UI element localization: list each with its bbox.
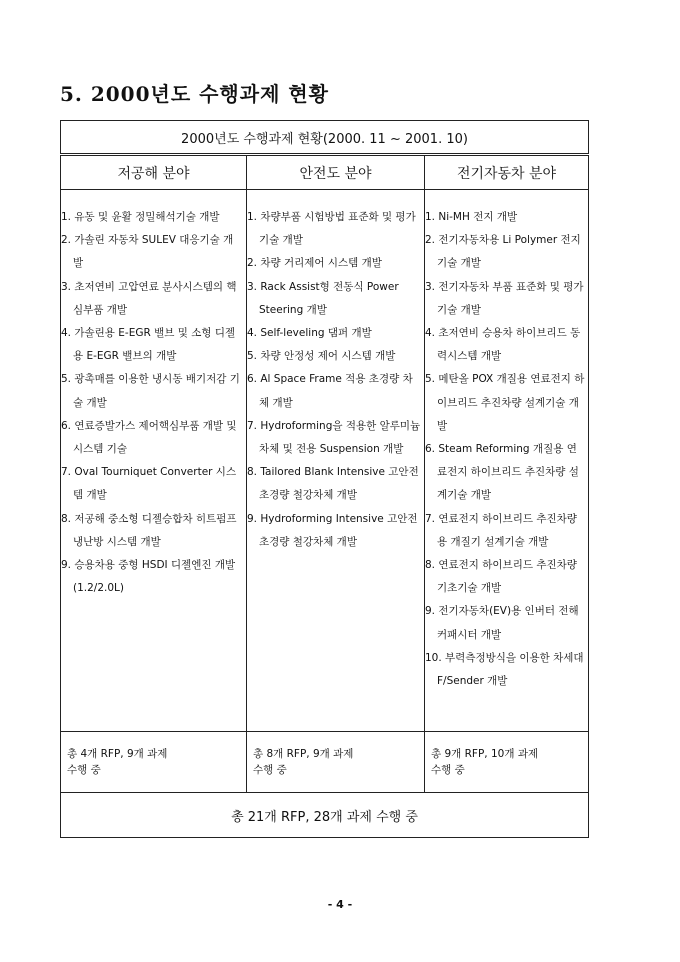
list-item: 2. 차량 거리제어 시스템 개발	[247, 257, 382, 270]
list-item: 8. 연료전지 하이브리드 추진차량 기초기술 개발	[425, 559, 577, 595]
summary-line: 총 8개 RFP, 9개 과제	[253, 748, 354, 760]
projects-table	[60, 120, 589, 838]
page-number: - 4 -	[327, 898, 353, 911]
electric-vehicle-summary	[425, 732, 589, 793]
list-item: 1. 차량부품 시험방법 표준화 및 평가기술 개발	[247, 211, 416, 247]
list-item: 8. 저공해 중소형 디젤승합차 히트펌프 냉난방 시스템 개발	[61, 512, 237, 548]
summary-line: 수행 중	[431, 764, 465, 776]
summary-line: 수행 중	[253, 764, 287, 776]
summary-line: 수행 중	[67, 764, 101, 776]
safety-summary	[247, 732, 425, 793]
section-heading: 5. 2000년도 수행과제 현황	[60, 82, 329, 106]
list-item: 9. 전기자동차(EV)용 인버터 전해커패시터 개발	[425, 605, 579, 641]
list-item: 5. 광촉매를 이용한 냉시동 배기저감 기술 개발	[61, 373, 240, 409]
list-item: 3. 초저연비 고압연료 분사시스템의 핵심부품 개발	[61, 280, 237, 316]
low-emission-items	[61, 190, 247, 732]
table-title: 2000년도 수행과제 현황(2000. 11 ~ 2001. 10)	[61, 121, 589, 155]
list-item: 2. 전기자동차용 Li Polymer 전지기술 개발	[425, 234, 581, 270]
list-item: 6. 연료증발가스 제어핵심부품 개발 및 시스템 기술	[61, 419, 237, 456]
low-emission-summary	[61, 732, 247, 793]
list-item: 3. 전기자동차 부품 표준화 및 평가기술 개발	[425, 280, 584, 316]
list-item: 6. Al Space Frame 적용 초경량 차체 개발	[247, 373, 413, 409]
column-header-safety: 안전도 분야	[247, 155, 425, 190]
summary-line: 총 4개 RFP, 9개 과제	[67, 748, 168, 760]
list-item: 2. 가솔린 자동차 SULEV 대응기술 개발	[61, 234, 234, 270]
electric-vehicle-items	[425, 190, 589, 732]
list-item: 3. Rack Assist형 전동식 Power Steering 개발	[247, 280, 399, 316]
list-item: 4. 초저연비 승용차 하이브리드 동력시스템 개발	[425, 327, 581, 363]
list-item: 9. 승용차용 중형 HSDI 디젤엔진 개발(1.2/2.0L)	[61, 559, 236, 595]
safety-items	[247, 190, 425, 732]
summary-line: 총 9개 RFP, 10개 과제	[431, 748, 539, 760]
list-item: 7. 연료전지 하이브리드 추진차량용 개질기 설계기술 개발	[425, 512, 577, 548]
column-header-electric-vehicle: 전기자동차 분야	[425, 155, 589, 190]
list-item: 9. Hydroforming Intensive 고안전 초경량 철강차체 개발	[247, 512, 418, 548]
list-item: 5. 메탄올 POX 개질용 연료전지 하이브리드 추진차량 설계기술 개발	[425, 373, 585, 432]
list-item: 4. 가솔린용 E-EGR 밸브 및 소형 디젤용 E-EGR 밸브의 개발	[61, 327, 236, 363]
column-header-low-emission: 저공해 분야	[61, 155, 247, 190]
list-item: 1. 유동 및 윤활 정밀해석기술 개발	[61, 211, 220, 223]
list-item: 6. Steam Reforming 개질용 연료전지 하이브리드 추진차량 설계기술 개발	[425, 443, 579, 502]
list-item: 1. Ni-MH 전지 개발	[425, 211, 518, 223]
list-item: 5. 차량 안정성 제어 시스템 개발	[247, 350, 396, 363]
list-item: 10. 부력측정방식을 이용한 차세대 F/Sender 개발	[425, 651, 584, 688]
list-item: 4. Self-leveling 댐퍼 개발	[247, 327, 372, 340]
list-item: 8. Tailored Blank Intensive 고안전 초경량 철강차체 개발	[247, 466, 419, 502]
list-item: 7. Oval Tourniquet Converter 시스템 개발	[61, 466, 237, 502]
table-total: 총 21개 RFP, 28개 과제 수행 중	[61, 793, 589, 838]
list-item: 7. Hydroforming을 적용한 알루미늄차체 및 전용 Suspension 개발	[247, 419, 421, 456]
